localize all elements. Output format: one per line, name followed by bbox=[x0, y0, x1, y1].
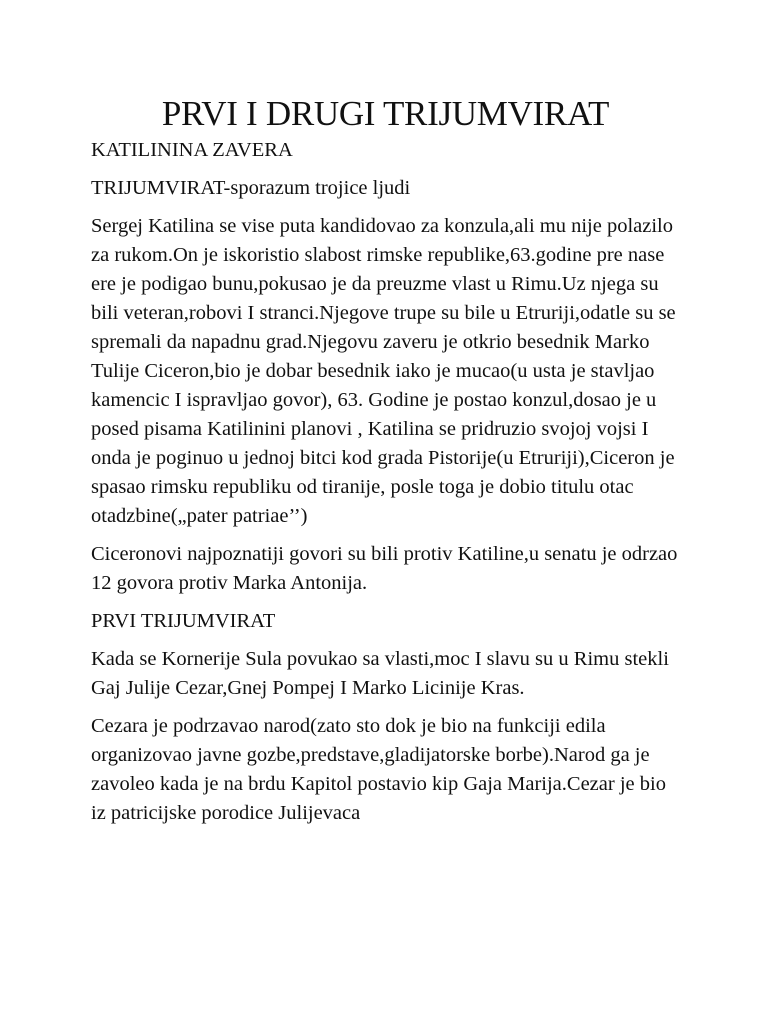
paragraph-cezar: Cezara je podrzavao narod(zato sto dok je bio na funkciji edila organizovao javne gozbe,predstave,gladijatorske borbe).Narod ga je zavoleo kada je na brdu Kapitol postavio kip Gaja Marija.Cezar je bio iz patricijske porodice Julijevaca bbox=[91, 715, 666, 824]
paragraph-definition: TRIJUMVIRAT-sporazum trojice ljudi bbox=[91, 177, 411, 199]
document-title: PRVI I DRUGI TRIJUMVIRAT bbox=[161, 94, 610, 133]
paragraph-katilina: Sergej Katilina se vise puta kandidovao za konzula,ali mu nije polazilo za rukom.On je iskoristio slabost rimske republike,63.godine pre nase ere je podigao bunu,pokusao je da preuzme vlast u Rimu.Uz njega su bili veteran,robovi I stranci.Njegove trupe su bile u Etruriji,odatle su se spremali da napadnu grad.Njegovu zaveru je otkrio besednik Marko Tulije Ciceron,bio je dobar besednik iako je mucao(u usta je stavljao kamencic I ispravljao govor), 63. Godine je postao konzul,dosao je u posed pisama Katilinini planovi , Katilina se pridruzio svojoj vojsi I onda je poginuo u jednoj bitci kod grada Pistorije(u Etruriji),Ciceron je spasao rimsku republiku od tiranije, posle toga je dobio titulu otac otadzbine(„pater patriae’’) bbox=[91, 215, 676, 527]
paragraph-ciceron: Ciceronovi najpoznatiji govori su bili protiv Katiline,u senatu je odrzao 12 govora protiv Marka Antonija. bbox=[91, 543, 678, 594]
paragraph-trijumviri: Kada se Kornerije Sula povukao sa vlasti,moc I slavu su u Rimu stekli Gaj Julije Cezar,Gnej Pompej I Marko Licinije Kras. bbox=[91, 648, 669, 699]
section-heading-prvi-trijumvirat: PRVI TRIJUMVIRAT bbox=[91, 610, 276, 632]
section-heading-katilinina-zavera: KATILININA ZAVERA bbox=[91, 139, 293, 161]
